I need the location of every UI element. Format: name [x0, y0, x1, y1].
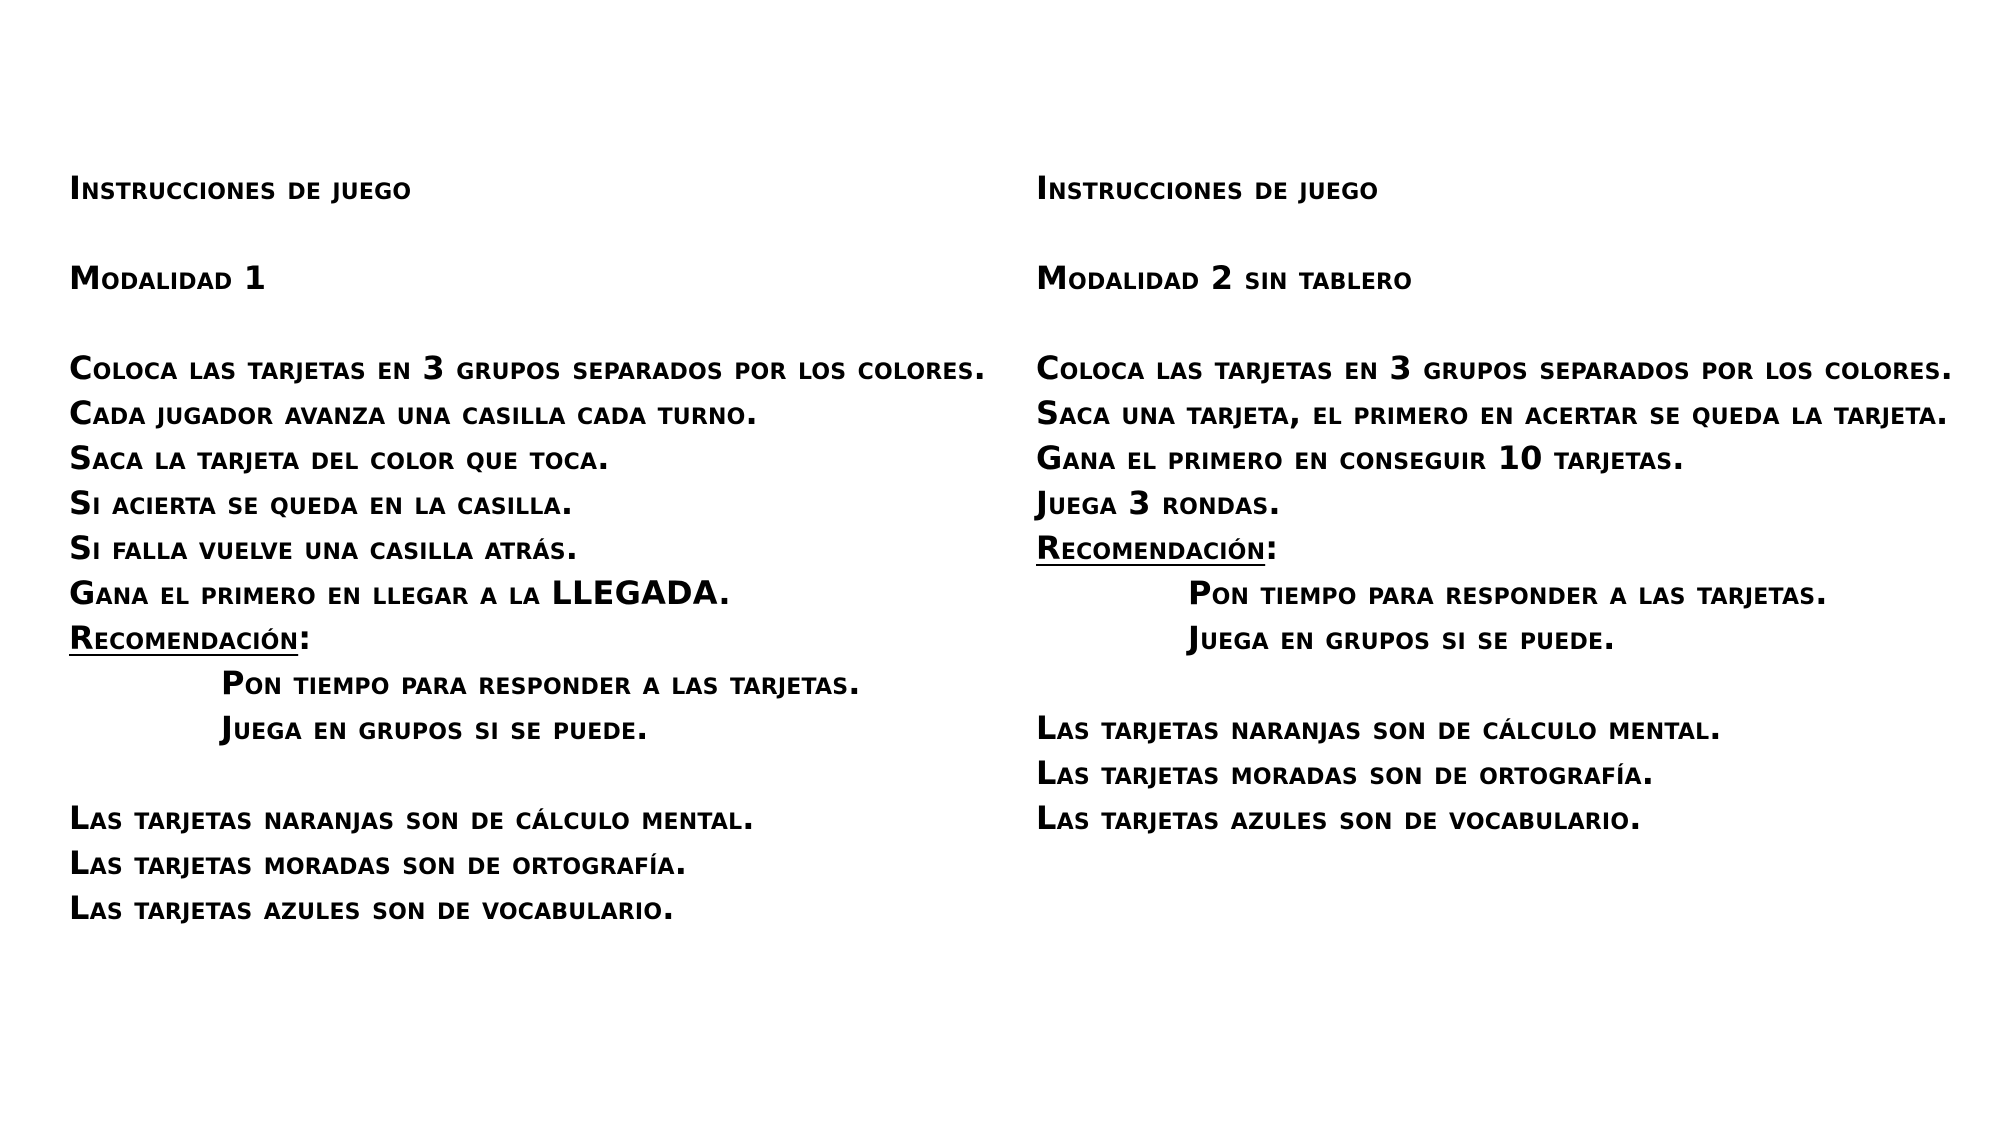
step: Gana el primero en conseguir 10 tarjetas. [1036, 439, 1685, 477]
recommendation-heading [1036, 526, 1996, 571]
recommendation-colon: : [1265, 529, 1279, 567]
instructions-mode-1 [69, 166, 1029, 931]
steps-list [1036, 346, 1996, 526]
card-types-list [1036, 706, 1996, 841]
recommendation: Juega en grupos si se puede. [1188, 619, 1616, 657]
recommendation: Pon tiempo para responder a las tarjetas. [221, 664, 861, 702]
recommendation-colon: : [298, 619, 312, 657]
step: Saca la tarjeta del color que toca. [69, 439, 610, 477]
step: Coloca las tarjetas en 3 grupos separados por los colores. [69, 349, 987, 387]
mode-heading: Modalidad 1 [69, 259, 267, 297]
title: Instrucciones de juego [69, 169, 412, 207]
card-type: Las tarjetas moradas son de ortografía. [1036, 754, 1655, 792]
step: Gana el primero en llegar a la LLEGADA. [69, 574, 731, 612]
step: Si falla vuelve una casilla atrás. [69, 529, 579, 567]
step: Juega 3 rondas. [1036, 484, 1281, 522]
recommendation: Pon tiempo para responder a las tarjetas. [1188, 574, 1828, 612]
recommendation-heading [69, 616, 1029, 661]
step: Si acierta se queda en la casilla. [69, 484, 574, 522]
card-types-list [69, 796, 1029, 931]
recommendation-label: Recomendación [69, 619, 299, 657]
card-type: Las tarjetas azules son de vocabulario. [1036, 799, 1642, 837]
recommendation: Juega en grupos si se puede. [221, 709, 649, 747]
step: Coloca las tarjetas en 3 grupos separados por los colores. [1036, 349, 1954, 387]
card-type: Las tarjetas azules son de vocabulario. [69, 889, 675, 927]
step: Saca una tarjeta, el primero en acertar se queda la tarjeta. [1036, 394, 1949, 432]
card-type: Las tarjetas naranjas son de cálculo mental. [1036, 709, 1722, 747]
instructions-mode-2 [1036, 166, 1996, 841]
mode-heading: Modalidad 2 sin tablero [1036, 259, 1413, 297]
recommendation-label: Recomendación [1036, 529, 1266, 567]
card-type: Las tarjetas moradas son de ortografía. [69, 844, 688, 882]
card-type: Las tarjetas naranjas son de cálculo mental. [69, 799, 755, 837]
title: Instrucciones de juego [1036, 169, 1379, 207]
step: Cada jugador avanza una casilla cada turno. [69, 394, 758, 432]
steps-list [69, 346, 1029, 616]
